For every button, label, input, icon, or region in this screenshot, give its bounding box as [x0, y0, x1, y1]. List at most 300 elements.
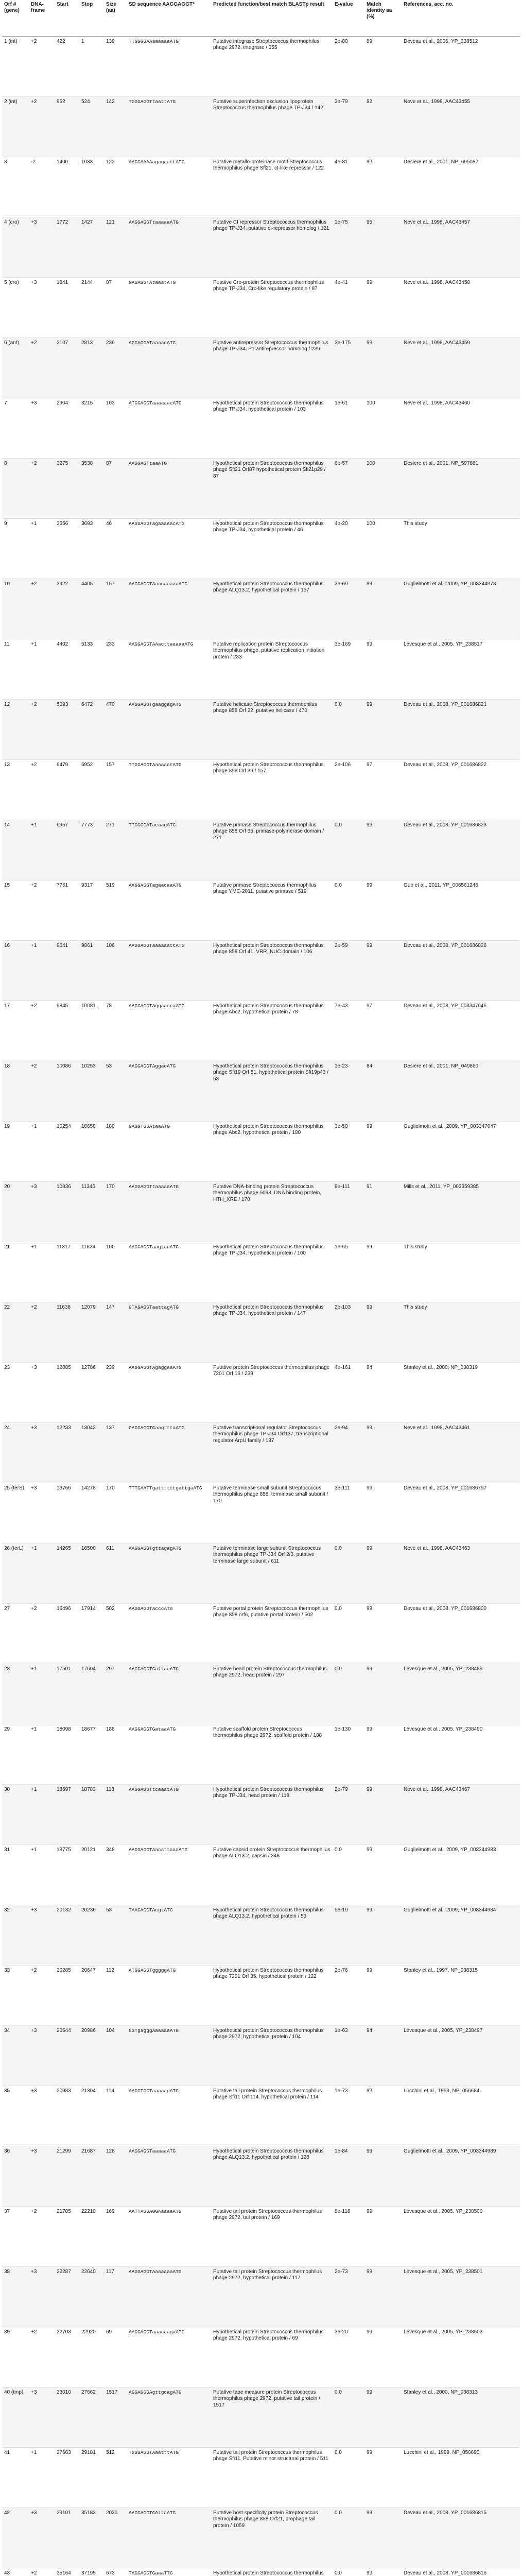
cell-evalue: 0.0 [333, 820, 364, 880]
cell-size: 87 [104, 277, 127, 337]
table-row [2, 36, 520, 96]
cell-size: 188 [104, 1724, 127, 1784]
cell-references: Lévesque et al., 2005, YP_238489 [402, 1664, 520, 1724]
cell-dna-frame: +2 [29, 458, 55, 518]
cell-size: 114 [104, 2086, 127, 2146]
cell-stop: 10081 [79, 1001, 104, 1061]
cell-sd-sequence: AAGGAGGTaagtaaATG [127, 1242, 211, 1302]
cell-evalue: 1e-23 [333, 1061, 364, 1121]
cell-stop: 5133 [79, 639, 104, 699]
cell-stop: 20986 [79, 2025, 104, 2086]
cell-size: 142 [104, 96, 127, 157]
cell-size: 169 [104, 2206, 127, 2266]
cell-evalue: 0.0 [333, 1543, 364, 1603]
cell-dna-frame: +1 [29, 2447, 55, 2507]
header-sd-sequence: SD sequence AAGGAGGT* [127, 0, 211, 36]
cell-identity: 99 [364, 1724, 402, 1784]
cell-size: 128 [104, 2146, 127, 2206]
header-identity: Match identity aa (%) [364, 0, 402, 36]
cell-dna-frame: +2 [29, 2206, 55, 2266]
cell-references: Deveau et al., 2008, YP_001686816 [402, 2568, 520, 2576]
cell-evalue: 3e-79 [333, 96, 364, 157]
cell-orf: 5 (cro) [2, 277, 29, 337]
cell-evalue: 4e-41 [333, 277, 364, 337]
table-row [2, 940, 520, 1001]
cell-evalue: 2e-76 [333, 1965, 364, 2025]
cell-sd-sequence: AAGGAGGTaaaaaATG [127, 2146, 211, 2206]
table-row [2, 1302, 520, 1362]
cell-evalue: 0.0 [333, 2507, 364, 2568]
cell-references: Deveau et al., 2008, YP_001686800 [402, 1603, 520, 1664]
cell-references: Stanley et al., 2000, NP_038319 [402, 1362, 520, 1422]
cell-orf: 32 [2, 1905, 29, 1965]
cell-orf: 40 (tmp) [2, 2387, 29, 2447]
cell-start: 10254 [55, 1121, 79, 1181]
cell-references: Neve et al., 1998, AAC43463 [402, 1543, 520, 1603]
cell-identity: 99 [364, 1543, 402, 1603]
cell-predicted-function: Hypothetical protein Streptococcus thermophilus phage TP-J34, hypothetical protein / 100 [211, 1242, 333, 1302]
table-row [2, 1784, 520, 1844]
cell-stop: 22640 [79, 2266, 104, 2327]
cell-references: Desiere et al., 2001, NP_597881 [402, 458, 520, 518]
cell-start: 16496 [55, 1603, 79, 1664]
cell-predicted-function: Putative tail protein Streptococcus thermophilus phage Sfi11, Putative minor structural protein / 511 [211, 2447, 333, 2507]
cell-sd-sequence: AAGGAGGTagaacaaATG [127, 880, 211, 940]
cell-evalue: 4e-20 [333, 518, 364, 579]
cell-orf: 41 [2, 2447, 29, 2507]
cell-stop: 22920 [79, 2327, 104, 2387]
cell-references: Lévesque et al., 2005, YP_238501 [402, 2266, 520, 2327]
cell-dna-frame: +1 [29, 820, 55, 880]
cell-size: 170 [104, 1483, 127, 1543]
cell-orf: 33 [2, 1965, 29, 2025]
table-row [2, 398, 520, 458]
cell-orf: 27 [2, 1603, 29, 1664]
cell-references: Guglielmotti et al., 2009, YP_003344989 [402, 2146, 520, 2206]
cell-identity: 99 [364, 699, 402, 759]
cell-references: Deveau et al., 2008, YP_001686797 [402, 1483, 520, 1543]
cell-size: 147 [104, 1302, 127, 1362]
cell-dna-frame: +1 [29, 1724, 55, 1784]
cell-dna-frame: +3 [29, 277, 55, 337]
cell-dna-frame: +2 [29, 2568, 55, 2576]
cell-size: 271 [104, 820, 127, 880]
cell-predicted-function: Putative capsid protein Streptococcus thermophilus phage ALQ13.2, capsid / 348 [211, 1844, 333, 1905]
table-row [2, 759, 520, 820]
cell-references: Lucchini et al., 1999, NP_056690 [402, 2447, 520, 2507]
table-row [2, 1603, 520, 1664]
cell-start: 1841 [55, 277, 79, 337]
cell-references: Lévesque et al., 2005, YP_238517 [402, 639, 520, 699]
cell-start: 3556 [55, 518, 79, 579]
cell-stop: 13043 [79, 1422, 104, 1483]
table-row [2, 458, 520, 518]
cell-predicted-function: Hypothetical protein Streptococcus thermophilus phage Sfi19 Orf 51, hypothetical protein Sfi19p43 / 53 [211, 1061, 333, 1121]
cell-sd-sequence: AAGGAGGTAaaaaaaATG [127, 2266, 211, 2327]
cell-start: 22287 [55, 2266, 79, 2327]
table-row [2, 2146, 520, 2206]
cell-dna-frame: +2 [29, 337, 55, 398]
cell-dna-frame: -2 [29, 157, 55, 217]
cell-start: 18697 [55, 1784, 79, 1844]
cell-identity: 99 [364, 2146, 402, 2206]
cell-sd-sequence: TTGGCCATacaagATG [127, 820, 211, 880]
cell-sd-sequence: AAGGAGGTAacattaaaATG [127, 1844, 211, 1905]
cell-evalue: 7e-43 [333, 1001, 364, 1061]
cell-identity: 100 [364, 398, 402, 458]
header-size: Size (aa) [104, 0, 127, 36]
cell-size: 103 [104, 398, 127, 458]
cell-dna-frame: +1 [29, 1844, 55, 1905]
table-row [2, 96, 520, 157]
cell-stop: 12786 [79, 1362, 104, 1422]
cell-start: 20285 [55, 1965, 79, 2025]
cell-dna-frame: +2 [29, 1965, 55, 2025]
cell-orf: 35 [2, 2086, 29, 2146]
cell-references: Guglielmotti et al., 2009, YP_003344983 [402, 1844, 520, 1905]
cell-orf: 18 [2, 1061, 29, 1121]
cell-sd-sequence: TTGGGGAAaaaaaaATG [127, 36, 211, 96]
cell-evalue: 0.0 [333, 1664, 364, 1724]
cell-references: Guo et al., 2011, YP_006561246 [402, 880, 520, 940]
table-row [2, 337, 520, 398]
cell-stop: 2813 [79, 337, 104, 398]
cell-references: Neve et al., 1998, AAC43458 [402, 277, 520, 337]
cell-orf: 13 [2, 759, 29, 820]
table-row [2, 1543, 520, 1603]
cell-predicted-function: Putative superinfection exclusion lipoprotein Streptococcus thermophilus phage TP-J34 / 142 [211, 96, 333, 157]
header-dna-frame: DNA-frame [29, 0, 55, 36]
cell-evalue: 4e-81 [333, 157, 364, 217]
cell-sd-sequence: AAGGAGGTGattaaATG [127, 1664, 211, 1724]
cell-dna-frame: +3 [29, 2266, 55, 2327]
cell-predicted-function: Hypothetical protein Streptococcus thermophilus [211, 2568, 333, 2576]
cell-evalue: 3e-50 [333, 1121, 364, 1181]
cell-sd-sequence: TAAGAGGTAcgtATG [127, 1905, 211, 1965]
cell-predicted-function: Putative transcriptional regulator Streptococcus thermophilus phage TP-J34 Orf137, transcriptional regulator ArpU family / 137 [211, 1422, 333, 1483]
cell-size: 100 [104, 1242, 127, 1302]
cell-stop: 20236 [79, 1905, 104, 1965]
table-row [2, 579, 520, 639]
cell-stop: 3693 [79, 518, 104, 579]
cell-identity: 99 [364, 880, 402, 940]
cell-evalue: 2e-94 [333, 1422, 364, 1483]
cell-evalue: 1e-84 [333, 2146, 364, 2206]
table-row [2, 2206, 520, 2266]
cell-dna-frame: +3 [29, 217, 55, 277]
cell-orf: 4 (cro) [2, 217, 29, 277]
cell-sd-sequence: TGGGAGGTAaatttATG [127, 2447, 211, 2507]
cell-stop: 21687 [79, 2146, 104, 2206]
cell-orf: 42 [2, 2507, 29, 2568]
cell-references: Neve et al., 1998, AAC43455 [402, 96, 520, 157]
cell-predicted-function: Hypothetical protein Streptococcus thermophilus phage TP-J34, head protein / 118 [211, 1784, 333, 1844]
cell-stop: 9317 [79, 880, 104, 940]
cell-size: 87 [104, 458, 127, 518]
cell-orf: 21 [2, 1242, 29, 1302]
cell-evalue: 8e-111 [333, 1181, 364, 1242]
cell-sd-sequence: AAGGAGGTgttagagATG [127, 1543, 211, 1603]
cell-orf: 23 [2, 1362, 29, 1422]
cell-size: 239 [104, 1362, 127, 1422]
cell-evalue: 0.0 [333, 2447, 364, 2507]
cell-size: 180 [104, 1121, 127, 1181]
cell-evalue: 3e-69 [333, 579, 364, 639]
cell-references: Neve et al., 1998, AAC43459 [402, 337, 520, 398]
table-row [2, 2507, 520, 2568]
cell-orf: 10 [2, 579, 29, 639]
header-references: References, acc. no. [402, 0, 520, 36]
cell-orf: 36 [2, 2146, 29, 2206]
table-row [2, 1242, 520, 1302]
cell-size: 1517 [104, 2387, 127, 2447]
cell-sd-sequence: AGGAGGGAgttgcagATG [127, 2387, 211, 2447]
cell-identity: 84 [364, 1061, 402, 1121]
cell-stop: 3538 [79, 458, 104, 518]
cell-orf: 37 [2, 2206, 29, 2266]
cell-identity: 100 [364, 458, 402, 518]
cell-references: Desiere et al., 2001, NP_695082 [402, 157, 520, 217]
cell-start: 20983 [55, 2086, 79, 2146]
cell-stop: 22210 [79, 2206, 104, 2266]
cell-stop: 6952 [79, 759, 104, 820]
cell-references: Deveau et al., 2008, YP_001686815 [402, 2507, 520, 2568]
cell-evalue: 2e-106 [333, 759, 364, 820]
cell-start: 27663 [55, 2447, 79, 2507]
cell-identity: 99 [364, 1784, 402, 1844]
cell-orf: 15 [2, 880, 29, 940]
cell-orf: 19 [2, 1121, 29, 1181]
cell-identity: 99 [364, 2507, 402, 2568]
cell-stop: 10253 [79, 1061, 104, 1121]
cell-start: 22703 [55, 2327, 79, 2387]
cell-dna-frame: +3 [29, 2507, 55, 2568]
cell-start: 14265 [55, 1543, 79, 1603]
cell-start: 23010 [55, 2387, 79, 2447]
cell-orf: 29 [2, 1724, 29, 1784]
cell-dna-frame: +3 [29, 1181, 55, 1242]
cell-references: Lévesque et al., 2005, YP_238500 [402, 2206, 520, 2266]
cell-dna-frame: +2 [29, 1603, 55, 1664]
cell-dna-frame: +2 [29, 1001, 55, 1061]
cell-references: Guglielmotti et al., 2009, YP_003344984 [402, 1905, 520, 1965]
cell-sd-sequence: TTGGAGGTAaaaaatATG [127, 759, 211, 820]
cell-predicted-function: Putative integrase Streptococcus thermophilus phage 2972, integrase / 355 [211, 36, 333, 96]
cell-stop: 37195 [79, 2568, 104, 2576]
cell-predicted-function: Putative scaffold protein Streptococcus thermophilus phage 2972, scaffold protein / 188 [211, 1724, 333, 1784]
table-row [2, 1121, 520, 1181]
cell-sd-sequence: AAGGAGGTtcaaatATG [127, 1784, 211, 1844]
cell-evalue: 0.0 [333, 1603, 364, 1664]
cell-sd-sequence: AAGGAGGTGataaATG [127, 1724, 211, 1784]
cell-start: 35164 [55, 2568, 79, 2576]
cell-stop: 14278 [79, 1483, 104, 1543]
table-row [2, 2086, 520, 2146]
cell-dna-frame: +2 [29, 1302, 55, 1362]
cell-start: 10936 [55, 1181, 79, 1242]
cell-size: 46 [104, 518, 127, 579]
cell-evalue: 1e-63 [333, 2025, 364, 2086]
cell-predicted-function: Hypothetical protein Streptococcus thermophilus phage ALQ13.2, hypothetical protein / 53 [211, 1905, 333, 1965]
cell-stop: 18783 [79, 1784, 104, 1844]
cell-sd-sequence: TAGGAGGTGaaaTTG [127, 2568, 211, 2576]
cell-evalue: 1e-130 [333, 1724, 364, 1784]
cell-evalue: 1e-73 [333, 2086, 364, 2146]
cell-dna-frame: +3 [29, 2086, 55, 2146]
cell-sd-sequence: AAGGAGGTAggaaacaATG [127, 1001, 211, 1061]
cell-stop: 9861 [79, 940, 104, 1001]
cell-references: Lévesque et al., 2005, YP_238497 [402, 2025, 520, 2086]
cell-size: 121 [104, 217, 127, 277]
cell-references: Neve et al., 1998, AAC43467 [402, 1784, 520, 1844]
header-start: Start [55, 0, 79, 36]
cell-dna-frame: +1 [29, 1121, 55, 1181]
cell-start: 1772 [55, 217, 79, 277]
cell-predicted-function: Putative primase Streptococcus thermophilus phage YMC-2011, putative primase / 519 [211, 880, 333, 940]
cell-sd-sequence: AATTAGGAGGAaaaaATG [127, 2206, 211, 2266]
cell-orf: 11 [2, 639, 29, 699]
cell-references: Neve et al., 1998, AAC43460 [402, 398, 520, 458]
cell-sd-sequence: ATGGAGGTgggggATG [127, 1965, 211, 2025]
cell-identity: 95 [364, 217, 402, 277]
cell-evalue: 1e-75 [333, 217, 364, 277]
cell-size: 117 [104, 2266, 127, 2327]
cell-identity: 99 [364, 2447, 402, 2507]
cell-stop: 11346 [79, 1181, 104, 1242]
table-row [2, 2266, 520, 2327]
cell-start: 17501 [55, 1664, 79, 1724]
cell-start: 12085 [55, 1362, 79, 1422]
table-row [2, 1664, 520, 1724]
cell-stop: 1427 [79, 217, 104, 277]
cell-start: 18775 [55, 1844, 79, 1905]
cell-references: This study [402, 1242, 520, 1302]
cell-references: Desiere et al., 2001, NP_049860 [402, 1061, 520, 1121]
cell-evalue: 8e-116 [333, 2206, 364, 2266]
cell-evalue: 6e-57 [333, 458, 364, 518]
header-orf: Orf # (gene) [2, 0, 29, 36]
cell-orf: 38 [2, 2266, 29, 2327]
cell-evalue: 0.0 [333, 2568, 364, 2576]
cell-dna-frame: +1 [29, 1543, 55, 1603]
cell-orf: 1 (int) [2, 36, 29, 96]
cell-predicted-function: Putative CI repressor Streptococcus thermophilus phage TP-J34, putative cI-repressor homolog / 121 [211, 217, 333, 277]
cell-stop: 2144 [79, 277, 104, 337]
cell-size: 104 [104, 2025, 127, 2086]
cell-size: 157 [104, 759, 127, 820]
table-row [2, 1181, 520, 1242]
cell-predicted-function: Putative tail protein Streptococcus thermophilus phage Sfi11 Orf 114, hypothetical protein / 114 [211, 2086, 333, 2146]
cell-stop: 1033 [79, 157, 104, 217]
cell-size: 611 [104, 1543, 127, 1603]
cell-stop: 1 [79, 36, 104, 96]
cell-sd-sequence: AAGGAGGTtaaaaaATG [127, 217, 211, 277]
cell-start: 6479 [55, 759, 79, 820]
cell-start: 1400 [55, 157, 79, 217]
cell-dna-frame: +3 [29, 1422, 55, 1483]
cell-references: Deveau et al., 2008, YP_001686822 [402, 759, 520, 820]
table-row [2, 1362, 520, 1422]
cell-orf: 7 [2, 398, 29, 458]
cell-sd-sequence: AGGAGGATaaaacATG [127, 337, 211, 398]
table-row [2, 1061, 520, 1121]
cell-sd-sequence: AAGGAGGTAAacttaaaaaATG [127, 639, 211, 699]
cell-identity: 99 [364, 820, 402, 880]
cell-identity: 82 [364, 96, 402, 157]
cell-references: Guglielmotti et al., 2009, YP_003347647 [402, 1121, 520, 1181]
cell-evalue: 0.0 [333, 2387, 364, 2447]
cell-evalue: 3e-175 [333, 337, 364, 398]
cell-predicted-function: Hypothetical protein Streptococcus thermophilus phage ALQ13.2, hypothetical protein / 128 [211, 2146, 333, 2206]
cell-identity: 99 [364, 1422, 402, 1483]
cell-orf: 12 [2, 699, 29, 759]
cell-size: 348 [104, 1844, 127, 1905]
cell-predicted-function: Hypothetical protein Streptococcus thermophilus phage TP-J34, hypothetical protein / 147 [211, 1302, 333, 1362]
cell-evalue: 2e-103 [333, 1302, 364, 1362]
cell-evalue: 3e-111 [333, 1483, 364, 1543]
table-row [2, 2568, 520, 2576]
cell-identity: 99 [364, 2327, 402, 2387]
cell-orf: 43 [2, 2568, 29, 2576]
table-row [2, 699, 520, 759]
table-row [2, 1844, 520, 1905]
cell-size: 673 [104, 2568, 127, 2576]
cell-start: 13766 [55, 1483, 79, 1543]
header-predicted-function: Predicted function/best match BLASTp result [211, 0, 333, 36]
cell-start: 2904 [55, 398, 79, 458]
table-row [2, 2447, 520, 2507]
cell-start: 2107 [55, 337, 79, 398]
cell-size: 170 [104, 1181, 127, 1242]
cell-start: 9641 [55, 940, 79, 1001]
cell-evalue: 2e-79 [333, 1784, 364, 1844]
cell-orf: 17 [2, 1001, 29, 1061]
cell-stop: 20647 [79, 1965, 104, 2025]
cell-size: 112 [104, 1965, 127, 2025]
cell-orf: 22 [2, 1302, 29, 1362]
cell-start: 6957 [55, 820, 79, 880]
cell-predicted-function: Hypothetical protein Streptococcus thermophilus phage 7201 Orf 35, hypothetical protein / 122 [211, 1965, 333, 2025]
cell-size: 53 [104, 1905, 127, 1965]
cell-sd-sequence: AAGGAGGTagaaaaacATG [127, 518, 211, 579]
table-row [2, 2327, 520, 2387]
cell-start: 21705 [55, 2206, 79, 2266]
cell-predicted-function: Putative replication protein Streptococcus thermophilus phage, putative replication initiation protein / 233 [211, 639, 333, 699]
table-row [2, 1483, 520, 1543]
cell-identity: 99 [364, 940, 402, 1001]
cell-dna-frame: +3 [29, 1483, 55, 1543]
cell-dna-frame: +2 [29, 1061, 55, 1121]
table-row [2, 880, 520, 940]
cell-stop: 10658 [79, 1121, 104, 1181]
cell-stop: 17914 [79, 1603, 104, 1664]
cell-identity: 99 [364, 2568, 402, 2576]
cell-references: Lucchini et al., 1999, NP_056684 [402, 2086, 520, 2146]
cell-orf: 24 [2, 1422, 29, 1483]
cell-start: 11317 [55, 1242, 79, 1302]
cell-predicted-function: Putative helicase Streptococcus thermophilus phage 858 Orf 22, putative helicase / 470 [211, 699, 333, 759]
cell-start: 11638 [55, 1302, 79, 1362]
cell-identity: 89 [364, 579, 402, 639]
cell-references: Neve et al., 1998, AAC43457 [402, 217, 520, 277]
cell-stop: 7773 [79, 820, 104, 880]
cell-sd-sequence: ATGGAGGTaaaaaacATG [127, 398, 211, 458]
cell-dna-frame: +3 [29, 1905, 55, 1965]
cell-predicted-function: Putative head protein Streptococcus thermophilus phage 2972, head protein / 297 [211, 1664, 333, 1724]
table-row [2, 1001, 520, 1061]
cell-start: 18098 [55, 1724, 79, 1784]
cell-stop: 11624 [79, 1242, 104, 1302]
